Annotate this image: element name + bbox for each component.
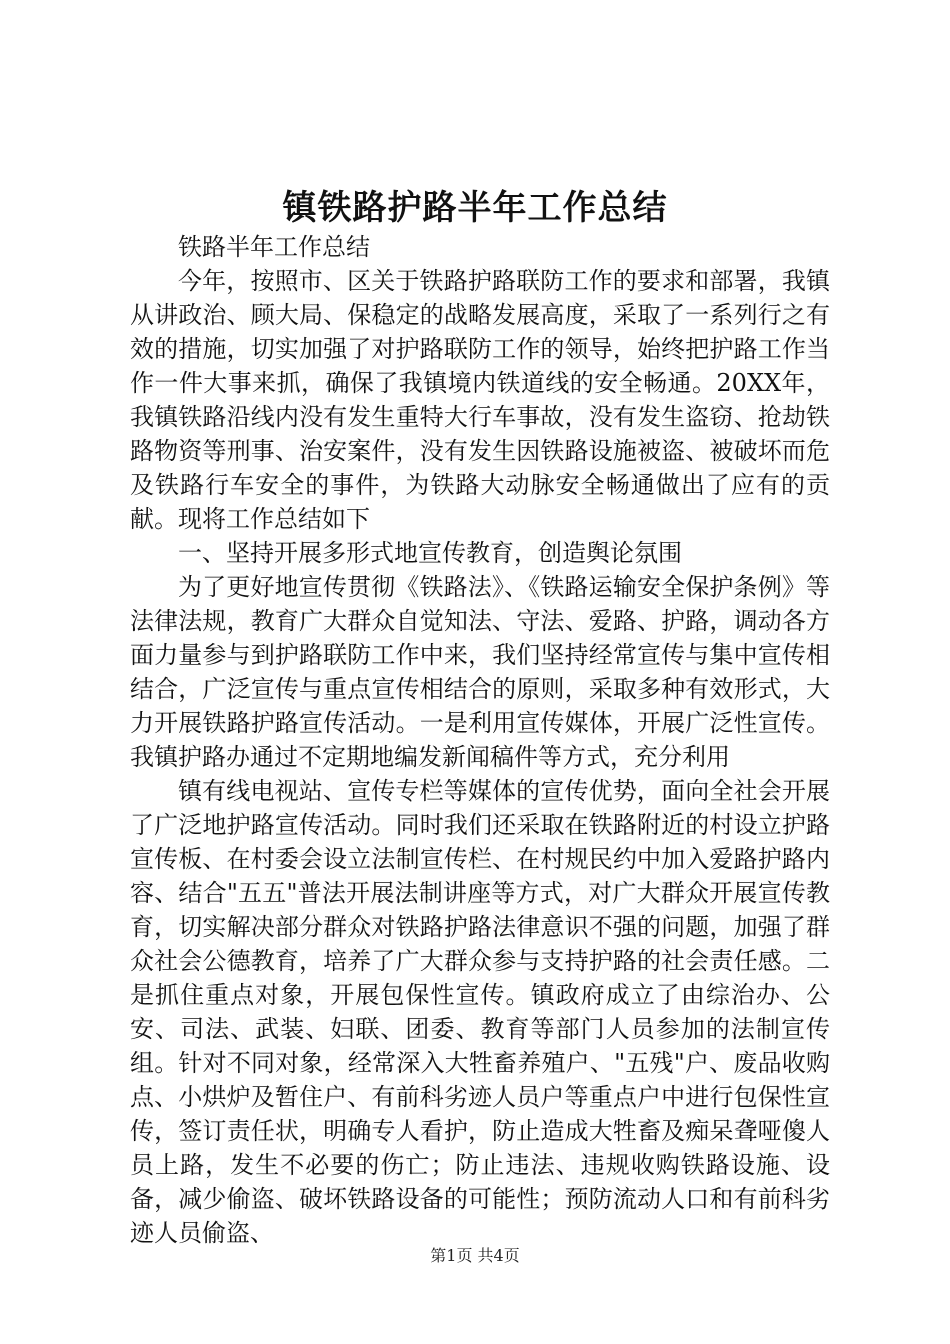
document-body	[130, 230, 830, 1250]
section-heading-1: 一、坚持开展多形式地宣传教育，创造舆论氛围	[178, 539, 682, 567]
paragraph-publicity: 为了更好地宣传贯彻《铁路法》、《铁路运输安全保护条例》等法律法规，教育广大群众自觉知法、守法、爱路、护路，调动各方面力量参与到护路联防工作中来，我们坚持经常宣传与集中宣传相结合，广泛宣传与重点宣传相结合的原则，采取多种有效形式，大力开展铁路护路宣传活动。一是利用宣传媒体，开展广泛性宣传。我镇护路办通过不定期地编发新闻稿件等方式，充分利用	[130, 573, 830, 771]
paragraph-intro: 今年，按照市、区关于铁路护路联防工作的要求和部署，我镇从讲政治、顾大局、保稳定的战略发展高度，采取了一系列行之有效的措施，切实加强了对护路联防工作的领导，始终把护路工作当作一件大事来抓，确保了我镇境内铁道线的安全畅通。20XX年，我镇铁路沿线内没有发生重特大行车事故，没有发生盗窃、抢劫铁路物资等刑事、治安案件，没有发生因铁路设施被盗、被破坏而危及铁路行车安全的事件，为铁路大动脉安全畅通做出了应有的贡献。现将工作总结如下	[130, 267, 830, 533]
document-title: 镇铁路护路半年工作总结	[282, 188, 668, 228]
paragraph-subtitle: 铁路半年工作总结	[178, 233, 370, 261]
paragraph-media: 镇有线电视站、宣传专栏等媒体的宣传优势，面向全社会开展了广泛地护路宣传活动。同时我们还采取在铁路附近的村设立护路宣传板、在村委会设立法制宣传栏、在村规民约中加入爱路护路内容、结合"五五"普法开展法制讲座等方式，对广大群众开展宣传教育，切实解决部分群众对铁路护路法律意识不强的问题，加强了群众社会公德教育，培养了广大群众参与支持护路的社会责任感。二是抓住重点对象，开展包保性宣传。镇政府成立了由综治办、公安、司法、武装、妇联、团委、教育等部门人员参加的法制宣传组。针对不同对象，经常深入大牲畜养殖户、"五残"户、废品收购点、小烘炉及暂住户、有前科劣迹人员户等重点户中进行包保性宣传，签订责任状，明确专人看护，防止造成大牲畜及痴呆聋哑傻人员上路，发生不必要的伤亡；防止违法、违规收购铁路设施、设备，减少偷盗、破坏铁路设备的可能性；预防流动人口和有前科劣迹人员偷盗、	[130, 777, 830, 1247]
page-number: 第1页 共4页	[430, 1246, 520, 1265]
